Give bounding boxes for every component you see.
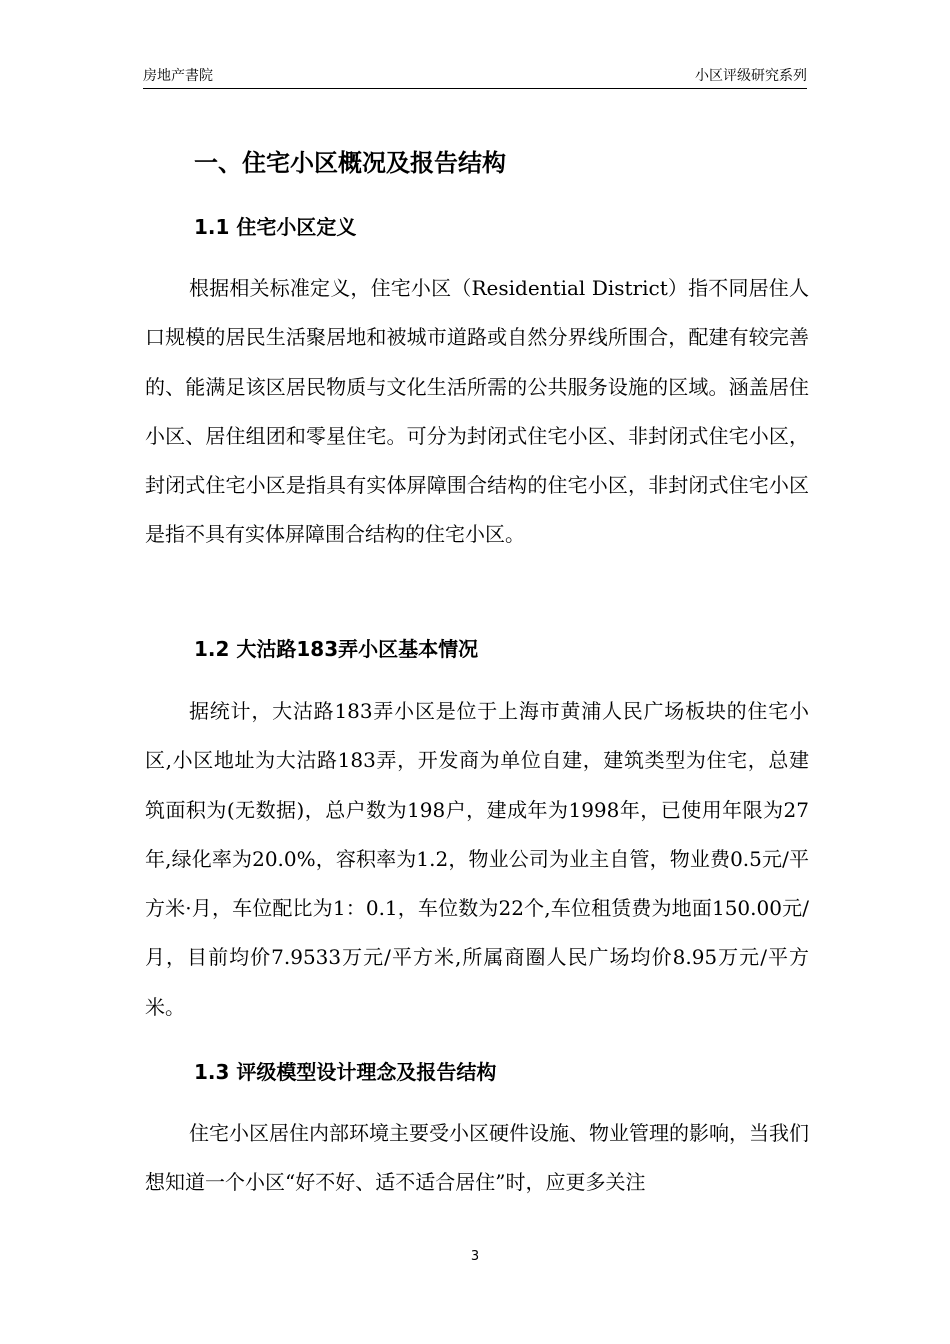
paragraph-basic-info: 据统计，大沽路183弄小区是位于上海市黄浦人民广场板块的住宅小区,小区地址为大沽路183弄，开发商为单位自建，建筑类型为住宅，总建筑面积为(无数据)，总户数为198户，建成年为1998年，已使用年限为27年,绿化率为20.0%，容积率为1.2，物业公司为业主自管，物业费0.5元/平方米·月，车位配比为1：0.1，车位数为22个,车位租赁费为地面150.00元/月，目前均价7.9533万元/平方米,所属商圈人民广场均价8.95万元/平方米。 [145, 699, 809, 1019]
subsection-heading-1-1: 1.1 住宅小区定义 [194, 215, 357, 239]
subsection-heading-1-3: 1.3 评级模型设计理念及报告结构 [194, 1060, 497, 1084]
paragraph-definition: 根据相关标准定义，住宅小区（Residential District）指不同居住人口规模的居民生活聚居地和被城市道路或自然分界线所围合，配建有较完善的、能满足该区居民物质与文化生活所需的公共服务设施的区域。涵盖居住小区、居住组团和零星住宅。可分为封闭式住宅小区、非封闭式住宅小区，封闭式住宅小区是指具有实体屏障围合结构的住宅小区，非封闭式住宅小区是指不具有实体屏障围合结构的住宅小区。 [145, 276, 809, 547]
header-series-title: 小区评级研究系列 [695, 68, 807, 84]
header-divider [143, 88, 807, 89]
page-number: 3 [470, 1249, 480, 1264]
section-title: 一、住宅小区概况及报告结构 [194, 149, 506, 177]
header-publisher: 房地产書院 [143, 68, 213, 84]
paragraph-model-design: 住宅小区居住内部环境主要受小区硬件设施、物业管理的影响，当我们想知道一个小区“好不好、适不适合居住”时，应更多关注 [145, 1121, 809, 1195]
subsection-heading-1-2: 1.2 大沽路183弄小区基本情况 [194, 637, 479, 661]
page-header [143, 66, 807, 88]
